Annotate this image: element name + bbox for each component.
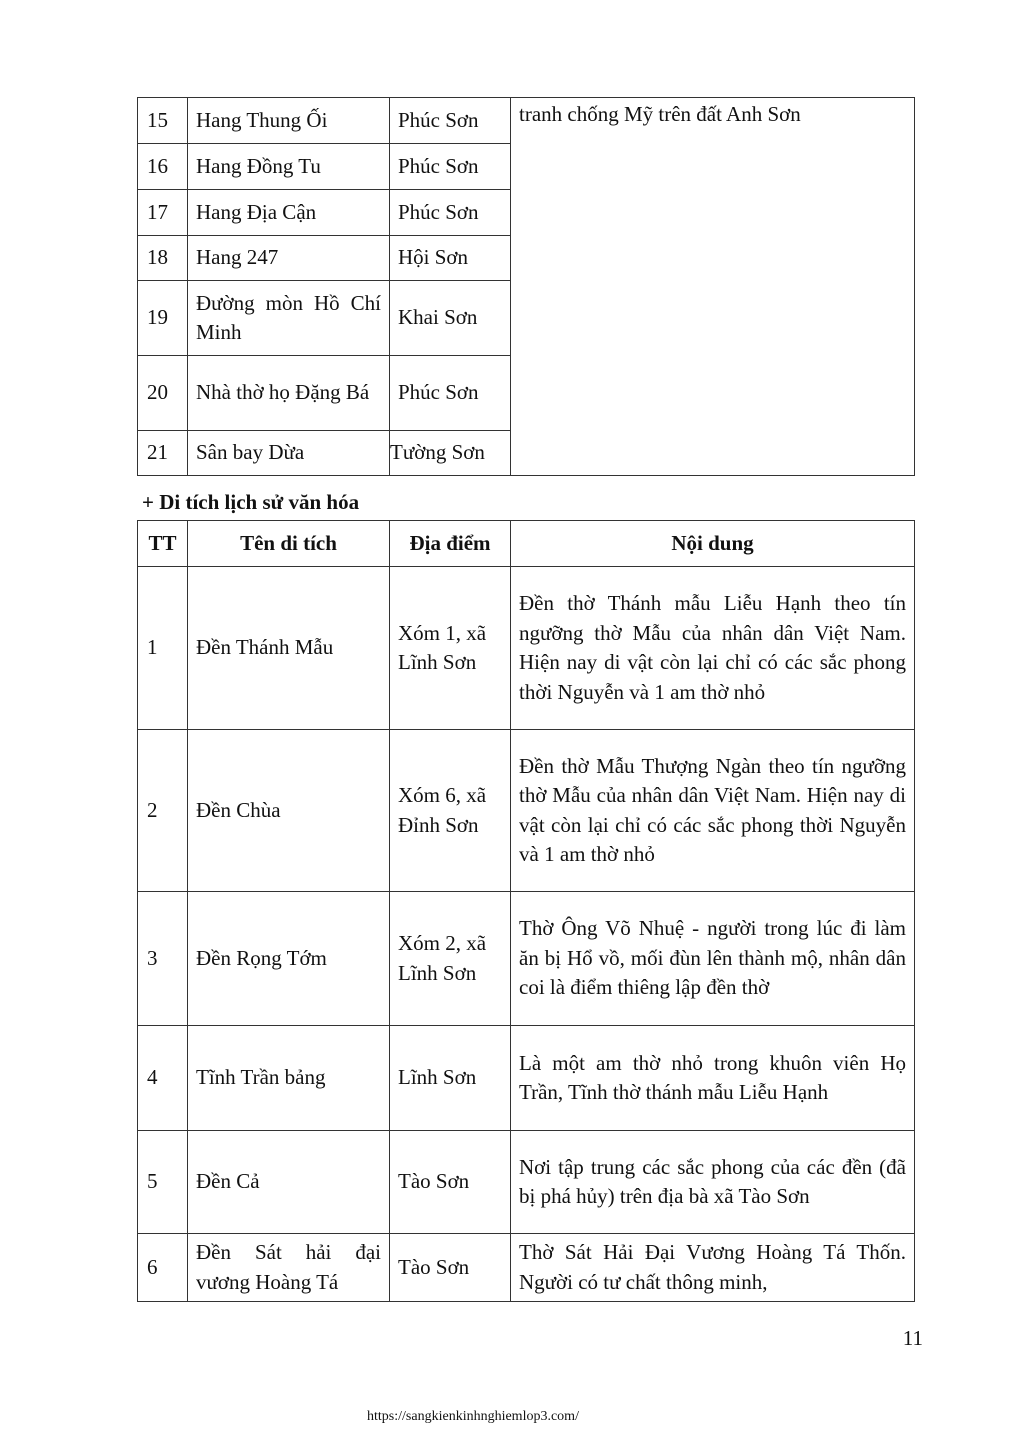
relic-content: Đền thờ Thánh mẫu Liễu Hạnh theo tín ngưỡng thờ Mẫu của nhân dân Việt Nam. Hiện nay di vật còn lại chỉ có các sắc phong thời Nguyễn và 1 am thờ nhỏ xyxy=(511,567,915,730)
relic-place: Phúc Sơn xyxy=(390,98,511,144)
table-row xyxy=(138,730,915,892)
relic-place: Hội Sơn xyxy=(390,236,511,281)
relic-content: tranh chống Mỹ trên đất Anh Sơn xyxy=(511,98,915,476)
row-number: 6 xyxy=(138,1234,188,1302)
relic-name: Hang Địa Cận xyxy=(188,190,390,236)
row-number: 20 xyxy=(138,356,188,431)
cultural-relic-table xyxy=(137,520,915,1302)
relic-name: Nhà thờ họ Đặng Bá xyxy=(188,356,390,431)
row-number: 19 xyxy=(138,281,188,356)
table-row xyxy=(138,1131,915,1234)
table-header-row xyxy=(138,521,915,567)
footer-url: https://sangkienkinhnghiemlop3.com/ xyxy=(367,1409,579,1424)
table-row xyxy=(138,1026,915,1131)
page-number: 11 xyxy=(902,1326,923,1350)
row-number: 1 xyxy=(138,567,188,730)
relic-place: Phúc Sơn xyxy=(390,356,511,431)
relic-name: Sân bay Dừa xyxy=(188,431,390,476)
header-name: Tên di tích xyxy=(188,521,390,567)
relic-name: Hang Thung Ối xyxy=(188,98,390,144)
table-row xyxy=(138,1234,915,1302)
row-number: 17 xyxy=(138,190,188,236)
relic-place: Xóm 1, xã Lĩnh Sơn xyxy=(390,567,511,730)
relic-name: Hang 247 xyxy=(188,236,390,281)
row-number: 21 xyxy=(138,431,188,476)
relic-name: Đường mòn Hồ Chí Minh xyxy=(188,281,390,356)
relic-content: Đền thờ Mẫu Thượng Ngàn theo tín ngưỡng thờ Mẫu của nhân dân Việt Nam. Hiện nay di vật còn lại chỉ có các sắc phong thời Nguyễn và 1 am thờ nhỏ xyxy=(511,730,915,892)
header-place: Địa điểm xyxy=(390,521,511,567)
row-number: 16 xyxy=(138,144,188,190)
relic-name: Đền Rọng Tớm xyxy=(188,892,390,1026)
relic-table-continued xyxy=(137,97,915,476)
relic-content: Thờ Ông Võ Nhuệ - người trong lúc đi làm ăn bị Hổ vồ, mối đùn lên thành mộ, nhân dân coi là điểm thiêng lập đền thờ xyxy=(511,892,915,1026)
relic-name: Đền Chùa xyxy=(188,730,390,892)
table-row xyxy=(138,567,915,730)
row-number: 18 xyxy=(138,236,188,281)
relic-place: Lĩnh Sơn xyxy=(390,1026,511,1131)
relic-place: Khai Sơn xyxy=(390,281,511,356)
header-content: Nội dung xyxy=(511,521,915,567)
relic-place: Tào Sơn xyxy=(390,1234,511,1302)
relic-place: Xóm 6, xã Đỉnh Sơn xyxy=(390,730,511,892)
relic-name: Hang Đồng Tu xyxy=(188,144,390,190)
relic-name: Đền Sát hải đại vương Hoàng Tá xyxy=(188,1234,390,1302)
relic-place: Tường Sơn xyxy=(390,431,511,476)
relic-content: Thờ Sát Hải Đại Vương Hoàng Tá Thốn. Người có tư chất thông minh, xyxy=(511,1234,915,1302)
header-tt: TT xyxy=(138,521,188,567)
row-number: 2 xyxy=(138,730,188,892)
table-row xyxy=(138,892,915,1026)
table-row xyxy=(138,98,915,144)
relic-place: Xóm 2, xã Lĩnh Sơn xyxy=(390,892,511,1026)
relic-content: Nơi tập trung các sắc phong của các đền (đã bị phá hủy) trên địa bà xã Tào Sơn xyxy=(511,1131,915,1234)
relic-place: Tào Sơn xyxy=(390,1131,511,1234)
section-heading: + Di tích lịch sử văn hóa xyxy=(142,490,360,514)
relic-name: Tĩnh Trần bảng xyxy=(188,1026,390,1131)
relic-name: Đền Thánh Mẫu xyxy=(188,567,390,730)
row-number: 4 xyxy=(138,1026,188,1131)
row-number: 5 xyxy=(138,1131,188,1234)
row-number: 15 xyxy=(138,98,188,144)
row-number: 3 xyxy=(138,892,188,1026)
relic-content: Là một am thờ nhỏ trong khuôn viên Họ Trần, Tĩnh thờ thánh mẫu Liễu Hạnh xyxy=(511,1026,915,1131)
relic-name: Đền Cả xyxy=(188,1131,390,1234)
relic-place: Phúc Sơn xyxy=(390,144,511,190)
relic-place: Phúc Sơn xyxy=(390,190,511,236)
